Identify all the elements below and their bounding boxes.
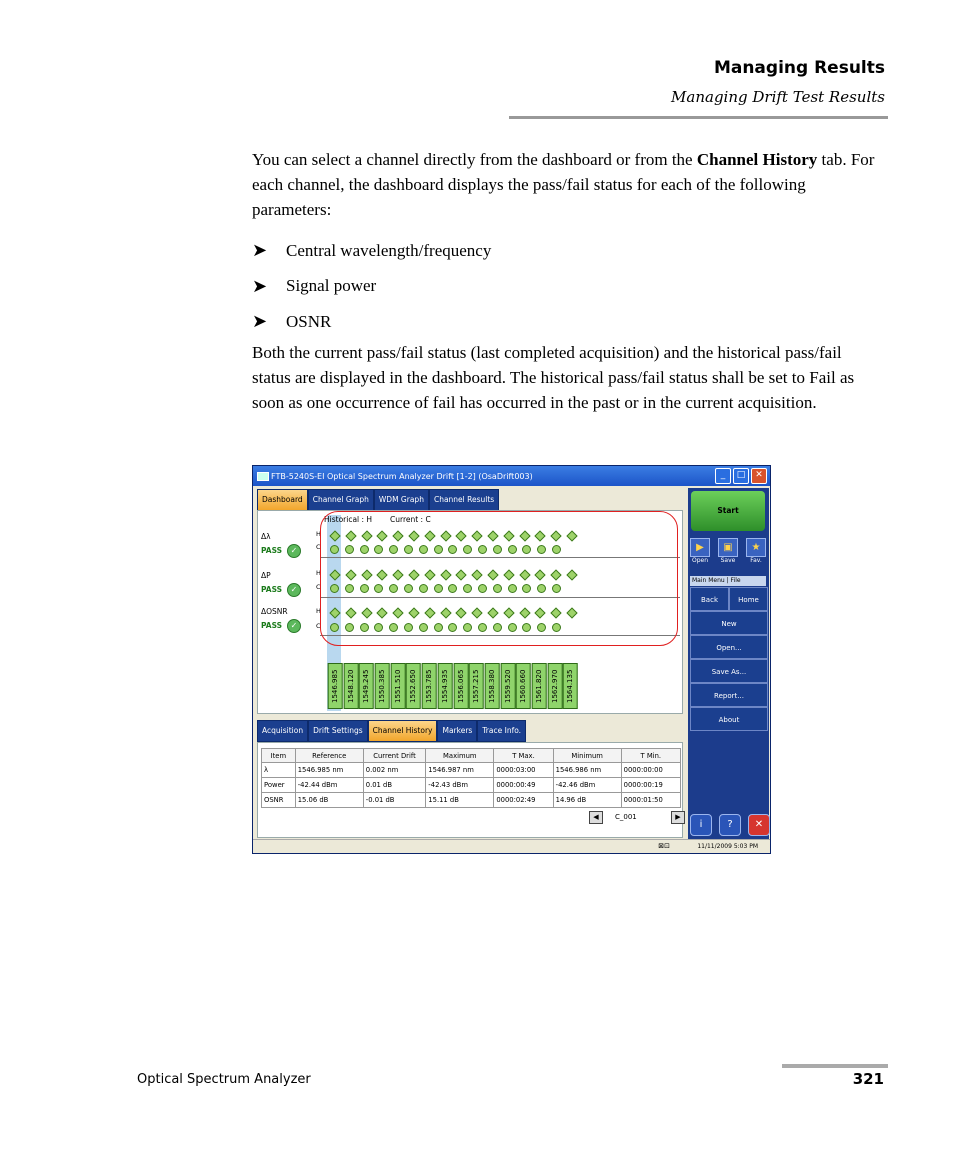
save-quick-button[interactable]	[718, 538, 738, 564]
menu-item-about[interactable]: About	[690, 707, 768, 731]
quick-label: Fav.	[750, 557, 762, 564]
table-cell: 0000:02:49	[494, 793, 553, 808]
app-icon	[257, 472, 269, 481]
arrow-icon: ➤	[252, 311, 268, 332]
menu-item-save-as[interactable]: Save As...	[690, 659, 768, 683]
back-button[interactable]: Back	[690, 587, 729, 611]
star-icon: ★	[746, 538, 766, 557]
paragraph-intro	[252, 147, 884, 222]
channel-label[interactable]: 1558.380	[485, 663, 500, 709]
table-cell: 15.06 dB	[295, 793, 363, 808]
channel-history-term: Channel History	[696, 150, 818, 169]
home-button[interactable]: Home	[729, 587, 768, 611]
table-cell: -42.43 dBm	[426, 778, 494, 793]
column-header: Maximum	[426, 749, 494, 763]
column-header: Item	[262, 749, 296, 763]
param-label: ΔP	[261, 571, 271, 580]
file-menu	[690, 611, 768, 731]
minimize-icon[interactable]: _	[715, 468, 731, 484]
window-titlebar	[253, 466, 770, 486]
table-cell: 0000:00:19	[621, 778, 680, 793]
table-row[interactable]	[262, 793, 681, 808]
status-badge: PASS	[261, 546, 283, 555]
channel-label[interactable]: 1546.985	[328, 663, 343, 709]
channel-label[interactable]: 1553.785	[422, 663, 437, 709]
channel-navigator	[589, 811, 685, 824]
channel-label-strip	[328, 663, 578, 709]
highlight-annotation	[320, 511, 678, 646]
status-bar	[253, 839, 770, 853]
table-cell: 1546.985 nm	[295, 763, 363, 778]
status-time: 11/11/2009 5:03 PM	[697, 843, 758, 850]
status-badge: PASS	[261, 585, 283, 594]
table-cell: -0.01 dB	[363, 793, 426, 808]
check-icon: ✓	[287, 619, 301, 633]
side-panel	[688, 488, 769, 841]
window-title: FTB-5240S-EI Optical Spectrum Analyzer Drift [1-2] (OsaDrift003)	[271, 471, 533, 481]
channel-selector-value[interactable]: C_001	[607, 812, 667, 823]
dashboard-panel	[257, 510, 683, 714]
channel-label[interactable]: 1559.520	[501, 663, 516, 709]
quick-label: Save	[720, 557, 736, 564]
header-title: Managing Results	[713, 58, 885, 78]
bullet-item	[252, 304, 491, 340]
channel-label[interactable]: 1550.385	[375, 663, 390, 709]
table-cell: 0000:00:00	[621, 763, 680, 778]
table-cell: 15.11 dB	[426, 793, 494, 808]
start-button[interactable]: Start	[691, 491, 765, 531]
tab-acquisition[interactable]: Acquisition	[257, 720, 308, 742]
tab-channel-graph[interactable]: Channel Graph	[308, 489, 374, 511]
quick-actions	[690, 538, 766, 564]
channel-label[interactable]: 1557.215	[469, 663, 484, 709]
row-label-c: C	[316, 622, 321, 630]
table-row[interactable]	[262, 778, 681, 793]
table-cell: 0.01 dB	[363, 778, 426, 793]
channel-label[interactable]: 1552.650	[406, 663, 421, 709]
table-cell: 1546.987 nm	[426, 763, 494, 778]
table-cell: 0.002 nm	[363, 763, 426, 778]
row-label-h: H	[316, 569, 321, 577]
tab-channel-history[interactable]: Channel History	[368, 720, 438, 742]
previous-channel-button[interactable]: ◀	[589, 811, 603, 824]
keyboard-icon[interactable]: ⊠⊡	[658, 842, 670, 850]
top-tab-bar	[257, 489, 499, 511]
close-icon[interactable]: ✕	[751, 468, 767, 484]
table-cell: Power	[262, 778, 296, 793]
maximize-icon[interactable]: □	[733, 468, 749, 484]
exit-icon[interactable]: ✕	[748, 814, 770, 836]
channel-label[interactable]: 1549.245	[359, 663, 374, 709]
bullet-list	[252, 233, 491, 340]
menu-top-buttons	[690, 587, 768, 611]
channel-label[interactable]: 1560.660	[516, 663, 531, 709]
bullet-item	[252, 269, 491, 305]
table-cell: 1546.986 nm	[553, 763, 621, 778]
check-icon: ✓	[287, 583, 301, 597]
channel-label[interactable]: 1562.970	[548, 663, 563, 709]
app-screenshot	[252, 465, 771, 854]
menu-item-open[interactable]: Open...	[690, 635, 768, 659]
tab-trace-info[interactable]: Trace Info.	[477, 720, 526, 742]
row-label-c: C	[316, 543, 321, 551]
table-cell: -42.44 dBm	[295, 778, 363, 793]
tab-channel-results[interactable]: Channel Results	[429, 489, 499, 511]
footer-title: Optical Spectrum Analyzer	[137, 1072, 311, 1087]
tab-dashboard[interactable]: Dashboard	[257, 489, 308, 511]
bullet-text: Signal power	[286, 276, 377, 296]
open-quick-button[interactable]	[690, 538, 710, 564]
column-header: T Min.	[621, 749, 680, 763]
quick-label: Open	[691, 557, 709, 564]
bullet-item	[252, 233, 491, 269]
channel-label[interactable]: 1556.065	[454, 663, 469, 709]
table-cell: λ	[262, 763, 296, 778]
menu-item-new[interactable]: New	[690, 611, 768, 635]
bottom-tab-bar	[257, 720, 526, 742]
tab-wdm-graph[interactable]: WDM Graph	[374, 489, 429, 511]
table-cell: 0000:01:50	[621, 793, 680, 808]
arrow-icon: ➤	[252, 275, 268, 296]
row-label-c: C	[316, 583, 321, 591]
menu-item-report[interactable]: Report...	[690, 683, 768, 707]
main-menu-breadcrumb: Main Menu | File	[690, 576, 766, 586]
row-label-h: H	[316, 607, 321, 615]
table-cell: 14.96 dB	[553, 793, 621, 808]
table-cell: 0000:00:49	[494, 778, 553, 793]
table-cell: 0000:03:00	[494, 763, 553, 778]
results-table	[261, 748, 681, 808]
favorites-quick-button[interactable]	[746, 538, 766, 564]
channel-label[interactable]: 1551.510	[391, 663, 406, 709]
channel-label[interactable]: 1564.135	[563, 663, 578, 709]
help-icon[interactable]: ?	[719, 814, 741, 836]
table-cell: OSNR	[262, 793, 296, 808]
channel-label[interactable]: 1554.935	[438, 663, 453, 709]
column-header: Minimum	[553, 749, 621, 763]
bullet-text: OSNR	[286, 311, 332, 331]
footer-rule	[782, 1064, 888, 1068]
channel-label[interactable]: 1548.120	[344, 663, 359, 709]
row-label-h: H	[316, 530, 321, 538]
save-icon: ▣	[718, 538, 738, 557]
table-row[interactable]	[262, 763, 681, 778]
folder-icon: ▶	[690, 538, 710, 557]
page-number: 321	[852, 1070, 884, 1088]
info-icon[interactable]: i	[690, 814, 712, 836]
legend-current: Current : C	[390, 515, 431, 524]
tab-markers[interactable]: Markers	[437, 720, 477, 742]
header-subtitle: Managing Drift Test Results	[671, 88, 885, 106]
channel-label[interactable]: 1561.820	[532, 663, 547, 709]
column-header: T Max.	[494, 749, 553, 763]
status-badge: PASS	[261, 621, 283, 630]
column-header: Current Drift	[363, 749, 426, 763]
paragraph-intro-rest: tab. For each channel, the dashboard displays the pass/fail status for each of the following parameters:	[252, 150, 875, 219]
utility-buttons	[690, 814, 770, 836]
tab-drift-settings[interactable]: Drift Settings	[308, 720, 368, 742]
bullet-text: Central wavelength/frequency	[286, 240, 492, 260]
next-channel-button[interactable]: ▶	[671, 811, 685, 824]
header-rule	[509, 116, 888, 119]
check-icon: ✓	[287, 544, 301, 558]
arrow-icon: ➤	[252, 240, 268, 261]
column-header: Reference	[295, 749, 363, 763]
paragraph-status: Both the current pass/fail status (last completed acquisition) and the historical pass/fail status are displayed in the dashboard. The historical pass/fail status shall be set to Fail as soon as one occurrence of fail has occurred in the past or in the current acquisition.	[252, 343, 855, 412]
param-label: Δλ	[261, 532, 271, 541]
table-cell: -42.46 dBm	[553, 778, 621, 793]
legend-historical: Historical : H	[324, 515, 373, 524]
param-label: ΔOSNR	[261, 607, 288, 616]
paragraph-intro-text: You can select a channel directly from the dashboard or from the	[252, 150, 697, 169]
